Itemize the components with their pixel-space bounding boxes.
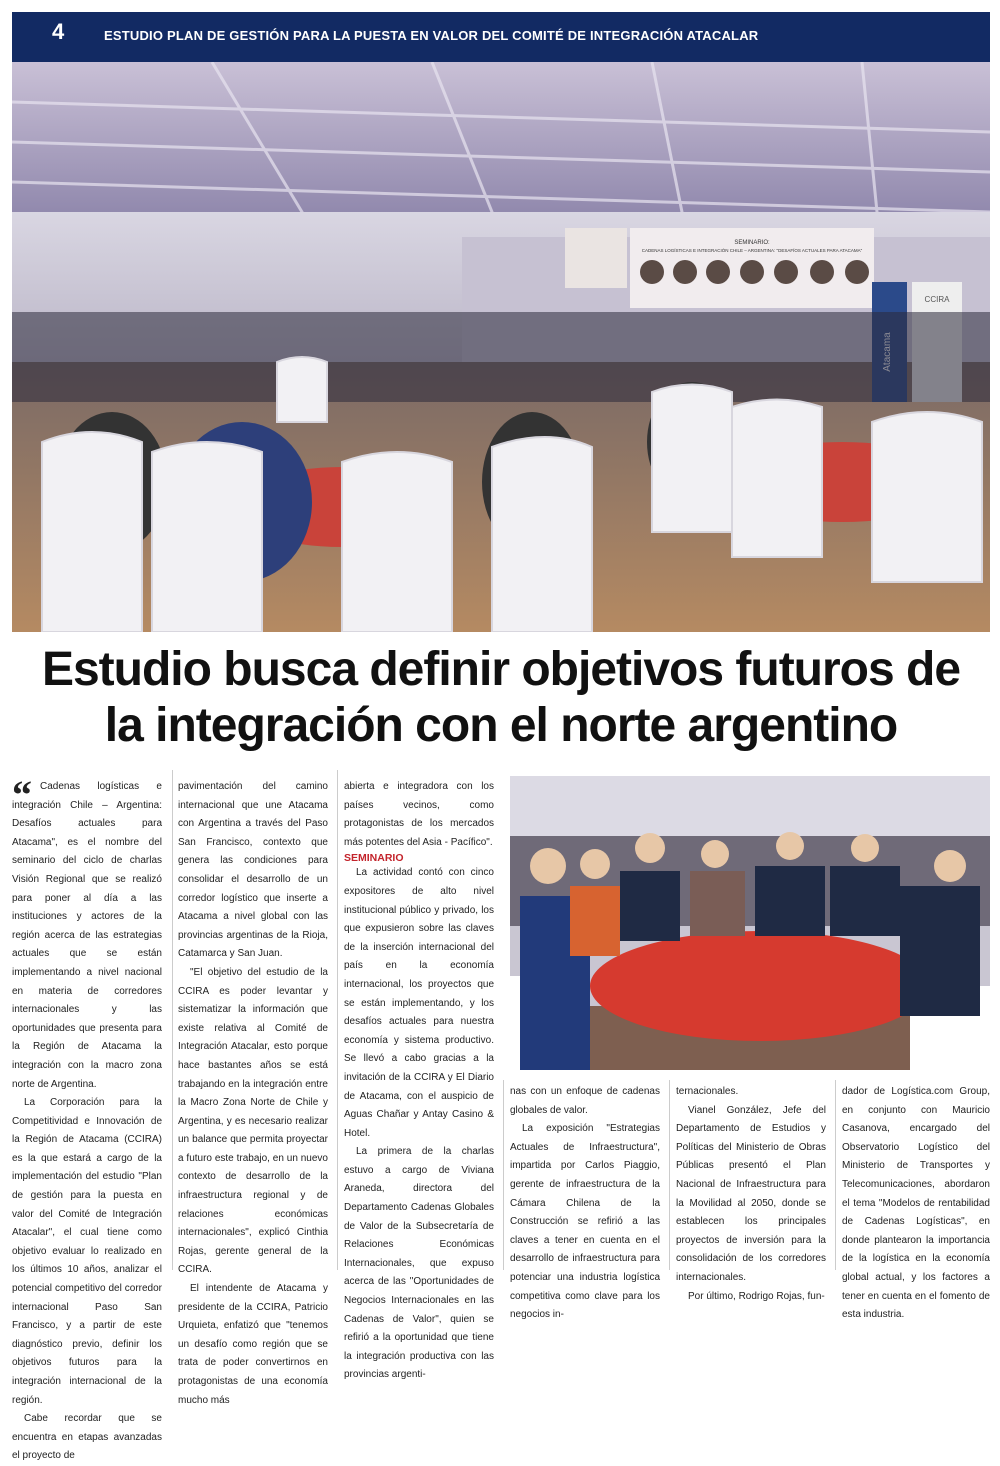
screen-heading: SEMINARIO: xyxy=(734,240,770,246)
article-column-3 xyxy=(344,778,494,1385)
paragraph: Cadenas logísticas e integración Chile – Argentina: Desafíos actuales para Atacama", es el nombre del seminario del ciclo de charlas Visión Regional que se realizó para poner al día a las instituciones y actores de la región acerca de las estrategias actuales que se están implementando a nivel nacional en materia de corredores internacionales y las oportunidades que presenta para la Región de Atacama la integración con la macro zona norte de Argentina. xyxy=(12,781,162,1090)
open-quote-icon: “ xyxy=(12,772,32,817)
paragraph: La actividad contó con cinco expositores de alto nivel institucional público y privado, los que expusieron sobre las claves de la inserción internacional del país en la economía internacional, los proyectos que se están implementando, y los desafíos actuales para nuestra economía y sistema productivo. Se llevó a cabo gracias a la invitación de la CCIRA y El Diario de Atacama, con el auspicio de Aguas Chañar y Antay Casino & Hotel. xyxy=(344,867,494,1139)
paragraph: La primera de la charlas estuvo a cargo de Viviana Araneda, directora del Departamento Cadenas Globales de Valor de la Subsecretaría de Relaciones Económicas Internacionales, que expuso acerca de las "Oportunidades de Negocios Internacionales en las Cadenas de Valor", quien se refirió a la oportunidad que tiene la integración productiva con las provincias argenti- xyxy=(344,1146,494,1381)
article-headline xyxy=(12,642,990,754)
paragraph: La Corporación para la Competitividad e Innovación de la Región de Atacama (CCIRA) es la que estará a cargo de la implementación del estudio "Plan de gestión para la puesta en valor del Comité de Integración Atacalar", el cual tiene como objetivo evaluar lo realizado en los últimos 10 años, analizar el potencial competitivo del corredor internacional Paso San Francisco, y a partir de este diagnóstico previo, definir los objetivos futuros para la integración internacional de la región. xyxy=(12,1097,162,1406)
paragraph: Por último, Rodrigo Rojas, fun- xyxy=(688,1290,825,1302)
headline-line-2: la integración con el norte argentino xyxy=(104,699,898,752)
article-column-2 xyxy=(178,778,328,1410)
article-column-5 xyxy=(676,1083,826,1306)
article-column-4 xyxy=(510,1083,660,1325)
paragraph: ternacionales. xyxy=(676,1086,739,1097)
column-divider xyxy=(172,770,173,1270)
paragraph: La exposición "Estrategias Actuales de Infraestructura", impartida por Carlos Piaggio, gerente de infraestructura de la Cámara Chilena de la Construcción se refirió a las claves a tener en cuenta en el desarrollo de infraestructura para potenciar una industria logística competitiva como clave para los negocios in- xyxy=(510,1123,660,1321)
paragraph: Vianel González, Jefe del Departamento de Estudios y Políticas del Ministerio de Obras Públicas presentó el Plan Nacional de Infraestructura para la Movilidad al 2050, donde se establecen los principales proyectos de inversión para la consolidación de los corredores internacionales. xyxy=(676,1104,826,1283)
column-divider xyxy=(337,770,338,1270)
paragraph: "El objetivo del estudio de la CCIRA es poder levantar y sistematizar la información que existe relativa al Comité de Integración Atacalar, esto porque hace bastantes años se está trabajando en la integración entre la Macro Zona Norte de Chile y Argentina, y es necesario realizar un balance que permita proyectar a futuro este trabajo, en un nuevo contexto de desarrollo de la infraestructura regional y de relaciones económicas internacionales", explicó Cinthia Rojas, gerente general de la CCIRA. xyxy=(178,966,328,1276)
column-divider xyxy=(835,1080,836,1270)
article-column-6 xyxy=(842,1083,990,1325)
column-divider xyxy=(669,1080,670,1270)
section-heading: SEMINARIO xyxy=(344,852,404,865)
screen-subheading: CADENAS LOGÍSTICAS E INTEGRACIÓN CHILE – ARGENTINA: "DESAFÍOS ACTUALES PARA ATACAMA" xyxy=(641,248,863,253)
banner-right-text: CCIRA xyxy=(924,295,950,304)
article-column-1 xyxy=(12,772,162,1466)
paragraph: Cabe recordar que se encuentra en etapas avanzadas el proyecto de xyxy=(12,1413,162,1462)
paragraph: pavimentación del camino internacional que une Atacama con Argentina a través del Paso San Francisco, contexto que genera las condiciones para consolidar el desarrollo de un corredor logístico que inserte a Atacama a nivel global con las provincias argentinas de la Rioja, Catamarca y San Juan. xyxy=(178,781,328,960)
head-table-photo xyxy=(510,776,990,1070)
paragraph: El intendente de Atacama y presidente de la CCIRA, Patricio Urquieta, enfatizó que "tenemos un desafío como región que se trata de poder convertirnos en protagonistas de una economía mucho más xyxy=(178,1283,328,1406)
column-divider xyxy=(503,1080,504,1270)
headline-line-1: Estudio busca definir objetivos futuros de xyxy=(41,643,961,696)
section-header-title: ESTUDIO PLAN DE GESTIÓN PARA LA PUESTA EN VALOR DEL COMITÉ DE INTEGRACIÓN ATACALAR xyxy=(104,28,759,43)
paragraph: abierta e integradora con los países vecinos, como protagonistas de los mercados más potentes del Asia - Pacífico". xyxy=(344,781,494,848)
paragraph: dador de Logística.com Group, en conjunto con Mauricio Casanova, encargado del Observatorio Logístico del Ministerio de Transportes y Telecomunicaciones, abordaron el tema "Modelos de rentabilidad de Cadenas Logísticas", en donde plantearon la importancia de la logística en la economía global actual, y los factores a tener en cuenta en el fomento de esta industria. xyxy=(842,1086,990,1321)
event-hall-photo xyxy=(12,62,990,632)
paragraph: nas con un enfoque de cadenas globales de valor. xyxy=(510,1086,660,1116)
